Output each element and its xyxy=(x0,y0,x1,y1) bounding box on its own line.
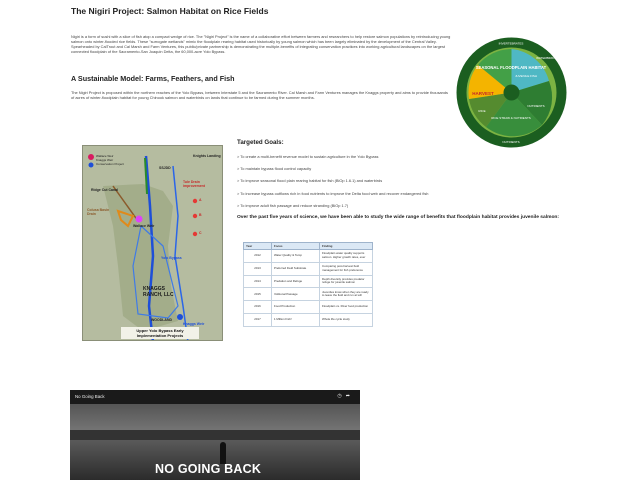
table-cell: Comparing post-harvest field management for fish preference xyxy=(320,262,373,275)
map-caption: Upper Yolo Bypass Early Implementation Projects xyxy=(121,327,199,339)
map-label-knaggs: KNAGGS RANCH, LLC xyxy=(143,286,174,298)
wallace-weir-marker xyxy=(136,216,143,223)
video-title[interactable]: No Going Back xyxy=(75,394,105,399)
map-label-knaggs-weir: Knaggs Weir xyxy=(183,322,205,326)
legend-entry: Knaggs Weir xyxy=(96,158,114,162)
table-cell: Juveniles know when they are ready to leave the field and run at will xyxy=(320,288,373,301)
table-cell: Depth diversity provides predator refuge for juvenile salmon xyxy=(320,275,373,288)
share-icon[interactable]: ➦ xyxy=(345,393,354,399)
table-cell: Whole life cycle study xyxy=(320,313,373,326)
intro-paragraph: Nigiri is a form of sushi with a slice of fish atop a compact wedge of rice. The "Nigiri Project" is the name of a collaborative effort between farmers and researchers to help restore salmon populations by reintroducing young salmon onto winter-flooded rice fields. These "surrogate wetlands" mimic the floodplain rearing habitat used historically by young salmon which has been largely eliminated by the development of the Central Valley. Spearheaded by CalTrout and Cal Marsh and Farm Ventures, this public/private partnership is demonstrating the multiple-benefits of integrating conservation practices into working agricultural landscapes on the largest connected floodplain of the Sacramento-San Joaquin Delta, the 60,000-acre Yolo Bypass. xyxy=(71,34,451,55)
video-person-figure xyxy=(220,442,226,464)
table-row xyxy=(244,262,373,275)
table-row xyxy=(244,301,373,314)
table-cell: 2012 xyxy=(244,250,272,263)
point-a-marker xyxy=(193,199,197,203)
table-cell: 2013 xyxy=(244,262,272,275)
map-label-ridge-cut: Ridge Cut Canal xyxy=(91,188,119,192)
wheel-segment-label: NUTRIENTS xyxy=(502,140,520,144)
map-label-a: A xyxy=(199,198,202,202)
map-label-yolo: Yolo Bypass xyxy=(161,256,182,260)
video-player[interactable] xyxy=(70,390,360,480)
map-legend xyxy=(96,154,124,166)
section-title: A Sustainable Model: Farms, Feathers, and Fish xyxy=(71,74,235,83)
wheel-segment-label: WATERBIRDS xyxy=(536,56,556,60)
wheel-center-label: SEASONAL FLOODPLAIN HABITAT xyxy=(475,65,547,70)
map-label-tule-drain: Tule Drain improvement xyxy=(183,180,205,188)
map-label-colusa: Colusa Basin Drain xyxy=(87,208,110,216)
table-row xyxy=(244,313,373,326)
map-graphic xyxy=(83,146,223,341)
table-header-row xyxy=(244,243,373,250)
legend-marker xyxy=(88,154,94,160)
wheel-segment-label: INVERTEBRATES xyxy=(498,41,524,46)
table-row xyxy=(244,275,373,288)
map-label-woodland: WOODLAND xyxy=(151,318,172,322)
table-cell: Floodplain water quality supports salmon. Higher growth rates, ever xyxy=(320,250,373,263)
section-paragraph: The Nigiri Project is proposed within the northern reaches of the Yolo Bypass, between Interstate 5 and the Sacramento River. Cal Marsh and Farm Ventures manages the Knaggs property and aims to provide thousands of acres of winter-floodplain habitat for young Chinook salmon and waterbirds on lands that continue to be farmed during the summer months. xyxy=(71,90,448,101)
results-table xyxy=(243,242,373,327)
wheel-segment-label: JUVENILE FISH xyxy=(514,74,538,78)
legend-marker xyxy=(89,163,94,168)
floodplain-wheel-diagram xyxy=(456,37,567,148)
table-header: Finding xyxy=(320,243,373,250)
clock-icon[interactable]: ◷ xyxy=(337,393,346,399)
map-label-c: C xyxy=(199,231,202,235)
table-cell: Volitional Passage xyxy=(272,288,320,301)
wheel-segment-label: RICE STRAW & NUTRIENTS xyxy=(491,116,531,120)
legend-entry: Conservation Project xyxy=(96,162,124,166)
map-label-wallace: Wallace Weir xyxy=(133,224,155,228)
goals-list xyxy=(237,154,428,215)
map-label-b: B xyxy=(199,213,202,217)
table-cell: 2017 xyxy=(244,313,272,326)
wheel-center xyxy=(504,85,520,101)
point-c-marker xyxy=(193,232,197,236)
wheel-harvest-label: HARVEST xyxy=(472,91,494,96)
map-label-knights: Knights Landing xyxy=(193,154,221,158)
table-row xyxy=(244,250,373,263)
goal-item: > To improve adult fish passage and reduce stranding (BiOp 1.7) xyxy=(237,202,349,208)
map-label-sjdd: SSJDD xyxy=(159,166,171,170)
wheel-segment-label: NUTRIENTS xyxy=(527,104,545,108)
table-cell: Food Production xyxy=(272,301,320,314)
table-cell: Predation and Refuge xyxy=(272,275,320,288)
knaggs-weir-marker xyxy=(177,314,183,320)
goal-item: > To create a multi-benefit revenue model to sustain agriculture in the Yolo Bypass xyxy=(237,154,379,159)
yolo-bypass-map xyxy=(82,145,223,341)
point-b-marker xyxy=(193,214,197,218)
goal-item: > To improve seasonal flood plain rearing habitat for fish (BiOp 1.6.1) and waterbirds xyxy=(237,178,383,184)
table-cell: 2015 xyxy=(244,288,272,301)
legend-entry: Wallace Weir xyxy=(96,154,114,158)
goals-title: Targeted Goals: xyxy=(237,139,284,146)
goal-item: > To increase bypass outflows rich in food nutrients to improve the Delta food web and recover endangered fish xyxy=(237,190,429,196)
video-controls xyxy=(337,393,354,399)
science-summary: Over the past five years of science, we have been able to study the wide range of benefits that floodplain habitat provides juvenile salmon: xyxy=(237,215,560,220)
page-title: The Nigiri Project: Salmon Habitat on Rice Fields xyxy=(71,6,269,16)
table-header: Focus xyxy=(272,243,320,250)
table-cell: Water Quality & Temp xyxy=(272,250,320,263)
table-cell: 2014 xyxy=(244,275,272,288)
goal-item: > To maintain bypass flood control capacity xyxy=(237,166,312,172)
table-cell: Preferred Field Substrate xyxy=(272,262,320,275)
table-cell: 2016 xyxy=(244,301,272,314)
table-cell: Floodplain vs. River food production xyxy=(320,301,373,314)
table-header: Year xyxy=(244,243,272,250)
wheel-segment-label: RICE xyxy=(478,109,486,113)
table-row xyxy=(244,288,373,301)
video-overlay-title: NO GOING BACK xyxy=(155,462,262,476)
table-cell: 1 Million Fish! xyxy=(272,313,320,326)
